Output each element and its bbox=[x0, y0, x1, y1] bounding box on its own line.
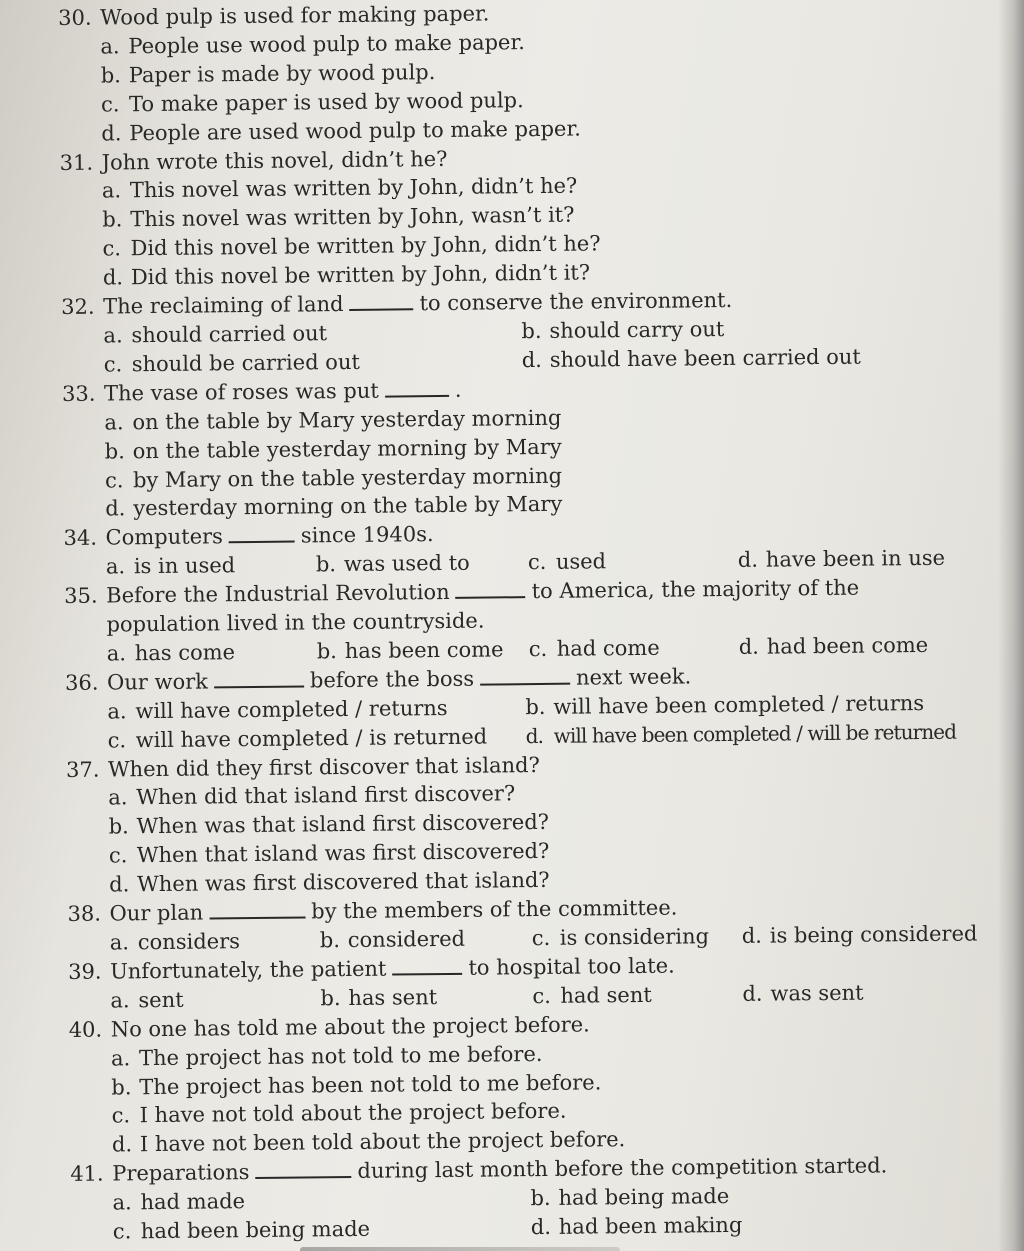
option-letter: a. bbox=[101, 178, 122, 203]
option-letter: d. bbox=[101, 120, 122, 146]
option-letter: c. bbox=[102, 236, 122, 261]
answer-option bbox=[113, 1213, 531, 1246]
question-number: 33. bbox=[61, 381, 96, 406]
stem-continuation: population lived in the countryside. bbox=[106, 608, 485, 637]
option-text: was sent bbox=[770, 980, 864, 1006]
option-text: has come bbox=[134, 640, 236, 666]
option-letter: b. bbox=[100, 63, 121, 88]
stem-segment: by the members of the committee. bbox=[311, 895, 678, 924]
answer-option bbox=[108, 722, 526, 755]
option-letter: c. bbox=[111, 1103, 131, 1128]
option-text: will have been completed / returns bbox=[553, 690, 925, 719]
option-text: When that island was first discovered? bbox=[136, 839, 550, 868]
option-text: should carried out bbox=[131, 321, 328, 348]
option-text: When was first discovered that island? bbox=[137, 868, 550, 897]
stem-segment: No one has told me about the project before. bbox=[110, 1012, 590, 1042]
option-text: When was that island first discovered? bbox=[136, 810, 550, 839]
option-text: When did that island first discover? bbox=[136, 781, 516, 810]
option-text: will have been completed / will be returned bbox=[553, 719, 957, 748]
option-letter: c. bbox=[528, 636, 548, 662]
option-letter: b. bbox=[525, 694, 546, 719]
answer-options bbox=[61, 312, 992, 380]
stem-segment: to hospital too late. bbox=[468, 953, 675, 980]
question-block bbox=[68, 948, 999, 1016]
stem-segment: Our work bbox=[106, 669, 209, 695]
option-text: yesterday morning on the table by Mary bbox=[133, 492, 563, 521]
answer-option bbox=[742, 919, 998, 951]
option-text: I have not been told about the project before. bbox=[139, 1127, 626, 1157]
option-letter: a. bbox=[108, 785, 128, 810]
option-letter: d. bbox=[742, 981, 763, 1006]
option-text: is in used bbox=[133, 553, 236, 579]
option-text: by Mary on the table yesterday morning bbox=[132, 463, 563, 492]
question-text bbox=[102, 144, 448, 177]
answer-options bbox=[62, 399, 993, 524]
answer-option bbox=[316, 548, 528, 579]
option-letter: d. bbox=[525, 723, 544, 748]
option-text: People are used wood pulp to make paper. bbox=[129, 116, 581, 145]
question-text bbox=[105, 520, 433, 552]
answer-option bbox=[107, 693, 525, 726]
stem-segment: When did they first discover that island? bbox=[107, 752, 540, 782]
option-text: Did this novel be written by John, didn’t he? bbox=[130, 231, 601, 261]
stem-segment: Computers bbox=[105, 524, 223, 550]
answer-blank bbox=[255, 1160, 351, 1179]
option-letter: c. bbox=[108, 843, 128, 868]
answer-option bbox=[526, 717, 996, 751]
question-block bbox=[64, 572, 995, 668]
stem-segment: to America, the majority of the bbox=[531, 575, 860, 604]
option-text: considers bbox=[137, 929, 241, 955]
answer-option bbox=[110, 984, 320, 1015]
stem-segment: before the boss bbox=[309, 666, 475, 693]
option-text: Paper is made by wood pulp. bbox=[128, 59, 436, 88]
option-text: had been making bbox=[558, 1212, 743, 1239]
option-letter: c. bbox=[103, 352, 123, 377]
option-text: is being considered bbox=[769, 921, 978, 948]
answer-option bbox=[107, 637, 317, 668]
question-number: 30. bbox=[58, 5, 92, 30]
option-letter: d. bbox=[741, 923, 763, 948]
option-letter: b. bbox=[320, 985, 341, 1011]
question-block bbox=[61, 283, 992, 379]
answer-options bbox=[60, 168, 991, 293]
option-text: is considering bbox=[559, 924, 710, 950]
answer-option bbox=[317, 635, 529, 666]
question-block bbox=[70, 1150, 1001, 1246]
option-text: To make paper is used by wood pulp. bbox=[128, 87, 524, 116]
answer-blank bbox=[349, 292, 413, 311]
question-list bbox=[58, 0, 1001, 1247]
option-letter: d. bbox=[738, 634, 760, 659]
question-number: 39. bbox=[68, 959, 102, 984]
option-letter: c. bbox=[107, 727, 127, 753]
stem-segment: John wrote this novel, didn’t he? bbox=[101, 146, 448, 175]
option-text: should have been carried out bbox=[549, 344, 861, 372]
stem-segment: since 1940s. bbox=[300, 522, 434, 548]
option-letter: b. bbox=[319, 928, 341, 953]
option-letter: d. bbox=[530, 1214, 552, 1240]
option-text: had been come bbox=[766, 632, 929, 659]
option-text: should carry out bbox=[549, 317, 725, 343]
option-letter: b. bbox=[111, 1074, 132, 1100]
question-block bbox=[58, 0, 989, 149]
answer-blank bbox=[209, 901, 305, 920]
option-letter: c. bbox=[100, 92, 120, 117]
stem-segment: Unfortunately, the patient bbox=[110, 956, 387, 984]
answer-options bbox=[65, 688, 996, 756]
question-block bbox=[63, 515, 994, 583]
question-block bbox=[62, 370, 993, 524]
answer-options bbox=[66, 775, 997, 900]
answer-option bbox=[104, 346, 522, 379]
question-block bbox=[60, 139, 991, 293]
question-text bbox=[100, 0, 490, 32]
option-text: has been come bbox=[344, 637, 504, 663]
stem-segment: The reclaiming of land bbox=[103, 292, 344, 319]
stem-segment: . bbox=[454, 377, 462, 402]
option-text: sent bbox=[138, 987, 184, 1013]
option-letter: a. bbox=[104, 410, 124, 435]
option-text: The project has been not told to me before. bbox=[139, 1069, 602, 1099]
answer-option bbox=[531, 1208, 1001, 1242]
answer-blank bbox=[385, 379, 449, 398]
option-letter: c. bbox=[531, 925, 551, 951]
answer-options bbox=[58, 23, 989, 148]
answer-option bbox=[739, 630, 995, 662]
option-letter: c. bbox=[532, 983, 551, 1008]
question-text bbox=[104, 376, 462, 409]
option-text: had being made bbox=[558, 1184, 730, 1210]
question-block bbox=[65, 659, 996, 755]
answer-options bbox=[69, 1035, 1000, 1160]
question-number: 36. bbox=[64, 670, 99, 695]
option-letter: a. bbox=[109, 930, 130, 955]
option-text: has sent bbox=[348, 984, 438, 1010]
option-letter: b. bbox=[530, 1186, 551, 1211]
question-number: 34. bbox=[63, 525, 98, 551]
option-letter: a. bbox=[100, 34, 120, 59]
option-letter: a. bbox=[110, 988, 130, 1013]
option-text: will have completed / is returned bbox=[135, 724, 488, 752]
option-letter: c. bbox=[112, 1219, 132, 1244]
answer-option bbox=[522, 341, 992, 375]
answer-blank bbox=[480, 667, 570, 686]
option-text: had made bbox=[140, 1189, 246, 1215]
option-letter: a. bbox=[110, 1045, 131, 1071]
answer-option bbox=[320, 982, 532, 1013]
option-letter: c. bbox=[104, 467, 124, 493]
option-text: have been in use bbox=[765, 545, 946, 572]
option-text: on the table yesterday morning by Mary bbox=[132, 434, 562, 463]
stem-segment: Our plan bbox=[109, 900, 204, 926]
answer-options bbox=[70, 1179, 1001, 1247]
answer-option bbox=[103, 317, 521, 350]
answer-option bbox=[738, 543, 994, 575]
answer-option bbox=[112, 1184, 530, 1217]
option-letter: d. bbox=[105, 496, 126, 521]
answer-blank bbox=[456, 580, 526, 599]
question-number: 38. bbox=[67, 901, 102, 927]
question-number: 31. bbox=[59, 150, 94, 175]
answer-option bbox=[742, 977, 998, 1009]
option-letter: a. bbox=[105, 554, 126, 579]
stem-segment: Before the Industrial Revolution bbox=[106, 580, 450, 608]
option-letter: b. bbox=[316, 639, 338, 664]
option-letter: d. bbox=[111, 1132, 133, 1157]
option-letter: d. bbox=[737, 547, 759, 573]
answer-option bbox=[532, 980, 742, 1011]
question-number: 40. bbox=[68, 1017, 103, 1042]
option-text: This novel was written by John, wasn’t it? bbox=[130, 202, 575, 232]
option-letter: d. bbox=[102, 265, 124, 290]
option-letter: b. bbox=[104, 438, 125, 464]
option-text: should be carried out bbox=[131, 349, 360, 377]
option-text: This novel was written by John, didn’t he? bbox=[129, 174, 578, 203]
option-letter: d. bbox=[109, 872, 130, 897]
answer-option bbox=[528, 546, 738, 577]
option-letter: b. bbox=[108, 814, 129, 839]
answer-blank bbox=[214, 669, 304, 688]
answer-blank bbox=[392, 957, 462, 976]
answer-option bbox=[529, 633, 739, 664]
stem-segment: next week. bbox=[575, 664, 692, 690]
option-text: considered bbox=[347, 926, 466, 953]
option-text: had sent bbox=[560, 982, 652, 1008]
stem-segment: to conserve the environment. bbox=[419, 288, 733, 316]
question-number: 35. bbox=[64, 583, 98, 609]
stem-segment: The vase of roses was put bbox=[103, 378, 379, 406]
question-block bbox=[66, 746, 997, 900]
answer-option bbox=[110, 926, 320, 957]
option-letter: a. bbox=[106, 641, 127, 666]
question-block bbox=[67, 890, 998, 958]
question-number: 32. bbox=[61, 294, 95, 320]
answer-option bbox=[532, 922, 742, 953]
question-block bbox=[69, 1006, 1000, 1160]
question-text bbox=[108, 751, 540, 784]
option-text: The project has not told to me before. bbox=[138, 1041, 543, 1070]
page-footer-edge bbox=[300, 1247, 620, 1251]
option-text: on the table by Mary yesterday morning bbox=[132, 405, 562, 434]
option-text: used bbox=[555, 549, 607, 575]
stem-segment: during last month before the competition started. bbox=[357, 1153, 888, 1184]
question-number: 41. bbox=[70, 1161, 104, 1187]
option-letter: a. bbox=[107, 699, 127, 724]
question-number: 37. bbox=[65, 757, 100, 782]
option-text: had been being made bbox=[140, 1216, 371, 1244]
option-letter: c. bbox=[527, 550, 547, 575]
option-text: Did this novel be written by John, didn’t it? bbox=[130, 260, 591, 290]
answer-option bbox=[320, 924, 532, 955]
option-text: People use wood pulp to make paper. bbox=[128, 30, 525, 59]
option-text: I have not told about the project before. bbox=[139, 1099, 567, 1128]
option-letter: b. bbox=[102, 207, 123, 232]
option-letter: a. bbox=[112, 1190, 132, 1215]
option-letter: a. bbox=[103, 323, 123, 348]
option-text: will have completed / returns bbox=[135, 695, 448, 723]
answer-blank bbox=[229, 525, 295, 544]
option-letter: b. bbox=[315, 552, 337, 577]
option-text: had come bbox=[556, 635, 660, 661]
option-text: was used to bbox=[343, 550, 470, 577]
answer-option bbox=[106, 551, 316, 582]
stem-segment: Preparations bbox=[112, 1160, 250, 1186]
option-letter: d. bbox=[521, 347, 543, 373]
stem-segment: Wood pulp is used for making paper. bbox=[100, 1, 490, 30]
option-letter: b. bbox=[521, 318, 542, 344]
